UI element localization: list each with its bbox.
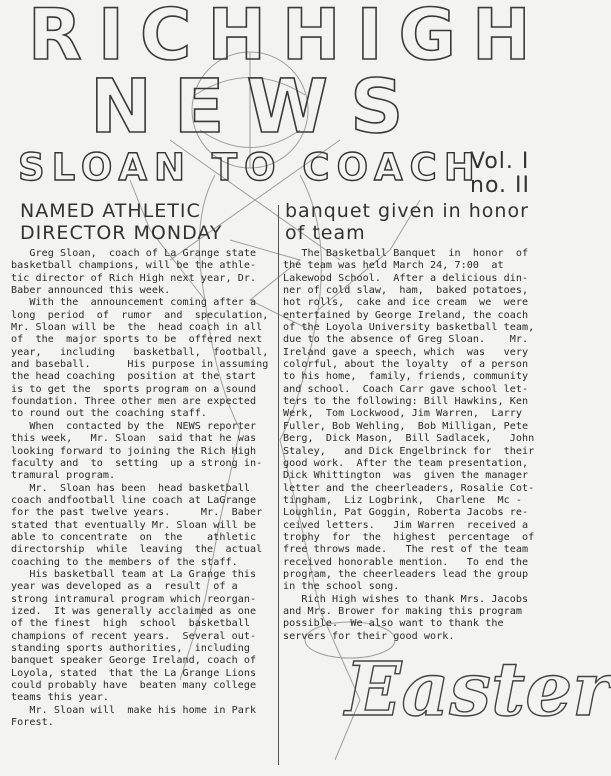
- article-line: stated that eventually Mr. Sloan will be: [11, 519, 257, 531]
- article-line: tic director of Rich High next year, Dr.: [11, 272, 257, 284]
- article-line: basketball champions, will be the athle-: [11, 260, 257, 272]
- left-article-subhead: NAMED ATHLETIC DIRECTOR MONDAY: [20, 200, 223, 244]
- article-line: His basketball team at La Grange this: [11, 568, 257, 580]
- article-line: faculty and to setting up a strong in-: [11, 457, 263, 469]
- article-line: and baseball. His purpose in assuming: [11, 359, 269, 371]
- article-line: entertained by George Ireland, the coach: [283, 309, 529, 321]
- article-line: Lakewood School. After a delicious din-: [283, 272, 529, 284]
- article-line: year was developed as a result of a: [11, 581, 238, 593]
- article-line: tingham, Liz Logbrink, Charlene Mc -: [283, 494, 522, 506]
- article-line: coach andfootball line coach at LaGrange: [11, 494, 257, 506]
- article-line: Fuller, Bob Wehling, Bob Milligan, Pete: [283, 420, 529, 432]
- article-line: banquet speaker George Ireland, coach of: [11, 655, 257, 667]
- article-line: program, the cheerleaders lead the group: [283, 568, 529, 580]
- article-line: letter and the cheerleaders, Rosalie Cot-: [283, 482, 535, 494]
- article-line: trophy for the highest percentage of: [283, 531, 535, 543]
- article-line: Rich High wishes to thank Mrs. Jacobs: [283, 593, 529, 605]
- masthead-title-rich-high: RICHHIGH: [28, 0, 547, 76]
- article-line: Ireland gave a speech, which was very: [283, 346, 529, 358]
- article-line: With the announcement coming after a: [11, 297, 257, 309]
- volume-number: [470, 150, 540, 198]
- article-line: of the finest high school basketball: [11, 618, 250, 630]
- article-line: could probably have beaten many college: [11, 680, 257, 692]
- right-article-subhead: banquet given in honor of team: [285, 200, 529, 244]
- article-line: strong intramural program which reorgan-: [11, 593, 257, 605]
- article-line: directorship while leaving the actual: [11, 544, 263, 556]
- article-line: of the major sports to be offered next: [11, 334, 263, 346]
- article-line: ized. It was generally acclaimed as one: [11, 605, 257, 617]
- article-line: ters to the following: Bill Hawkins, Ken: [283, 396, 529, 408]
- article-line: to his home, family, friends, community: [283, 371, 529, 383]
- article-line: teams this year.: [11, 692, 110, 704]
- article-line: good work. After the team presentation,: [283, 457, 529, 469]
- article-line: The Basketball Banquet in honor of: [283, 248, 529, 259]
- right-article-body: [283, 248, 541, 643]
- article-line: possible. We also want to thank the: [283, 618, 504, 630]
- main-headline: SLOAN TO COACH: [18, 146, 482, 189]
- article-line: colorful, about the loyalty of a person: [283, 359, 529, 371]
- article-line: coaching to the members of the staff.: [11, 556, 238, 568]
- article-line: is to get the sports program on a sound: [11, 383, 257, 395]
- article-line: Staley, and Dick Engelbrinck for their: [283, 445, 535, 457]
- article-line: looking forward to joining the Rich High: [11, 445, 257, 457]
- article-line: free throws made. The rest of the team: [283, 544, 529, 556]
- article-line: Mr. Sloan will be the head coach in all: [11, 322, 263, 334]
- issue-label: no. II: [470, 173, 530, 198]
- article-line: of the Loyola University basketball team,: [283, 322, 535, 334]
- article-line: in the school song.: [283, 581, 400, 593]
- article-line: this week, Mr. Sloan said that he was: [11, 433, 257, 445]
- article-line: hot rolls, cake and ice cream we were: [283, 297, 529, 309]
- article-line: to round out the coaching staff.: [11, 408, 208, 420]
- volume-label: Vol. I: [470, 149, 530, 174]
- article-line: ceived letters. Jim Warren received a: [283, 519, 529, 531]
- masthead-title-news: NEWS: [90, 64, 426, 150]
- article-line: year, including basketball, football,: [11, 346, 269, 358]
- article-line: standing sports authorities, including: [11, 643, 250, 654]
- article-line: tramural program.: [11, 470, 116, 482]
- article-line: Loyola, stated that the La Grange Lions: [11, 667, 257, 679]
- article-line: the head coaching position at the start: [11, 371, 257, 383]
- article-line: Loughlin, Pat Goggin, Roberta Jacobs re-: [283, 507, 529, 519]
- article-line: Forest.: [11, 717, 54, 729]
- article-line: due to the absence of Greg Sloan. Mr.: [283, 334, 529, 346]
- article-line: foundation. Three other men are expected: [11, 396, 257, 408]
- article-line: Baber announced this week.: [11, 285, 171, 297]
- article-line: received honorable mention. To end the: [283, 556, 529, 568]
- left-article-body: [11, 248, 279, 729]
- article-line: champions of recent years. Several out-: [11, 630, 257, 642]
- article-line: When contacted by the NEWS reporter: [11, 420, 257, 432]
- article-line: and Mrs. Brower for making this program: [283, 605, 522, 617]
- article-line: and school. Coach Carr gave school let-: [283, 383, 529, 395]
- article-line: Werk, Tom Lockwood, Jim Warren, Larry: [283, 408, 522, 420]
- article-line: Greg Sloan, coach of La Grange state: [11, 248, 257, 259]
- article-line: ner of cold slaw, ham, baked potatoes,: [283, 285, 529, 297]
- article-line: the team was held March 24, 7:00 at: [283, 260, 504, 272]
- article-line: long period of rumor and speculation,: [11, 309, 269, 321]
- article-line: Dick Whittington was given the manager: [283, 470, 529, 482]
- article-line: Mr. Sloan will make his home in Park: [11, 704, 257, 716]
- article-line: for the past twelve years. Mr. Baber: [11, 507, 263, 519]
- article-line: servers for their good work.: [283, 630, 455, 642]
- article-line: Berg, Dick Mason, Bill Sadlacek, John: [283, 433, 535, 445]
- easter-outline-art: Easter: [345, 647, 611, 733]
- article-line: able to concentrate on the athletic: [11, 531, 257, 543]
- article-line: Mr. Sloan has been head basketball: [11, 482, 250, 494]
